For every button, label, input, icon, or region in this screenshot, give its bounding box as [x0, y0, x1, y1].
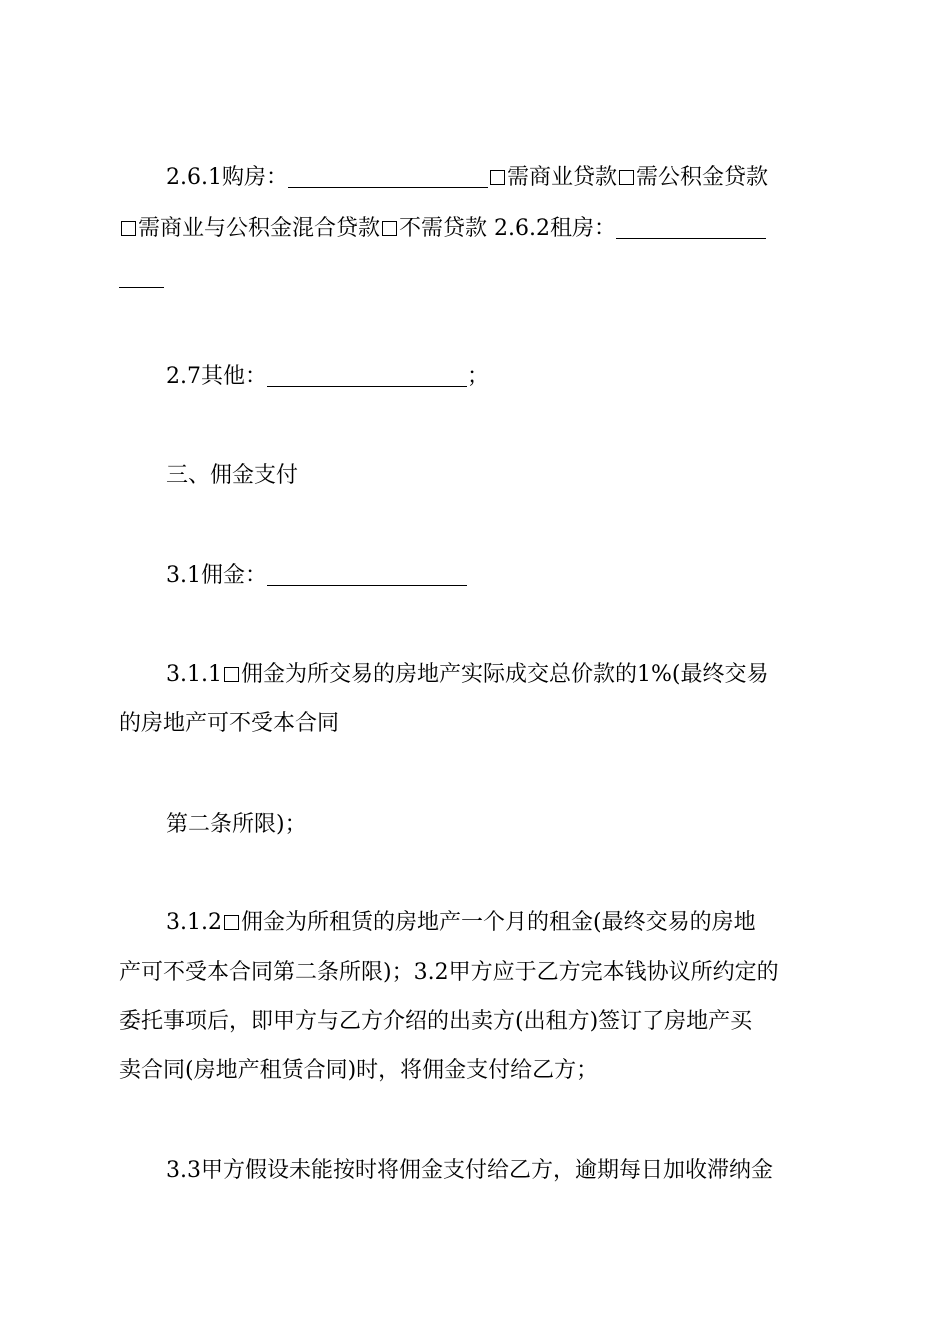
- clause-3-1-1-text-3: 第二条所限)；: [166, 812, 307, 837]
- clause-3-1-1-line-3: [166, 810, 831, 840]
- checkbox-3-1-1[interactable]: [224, 667, 239, 682]
- clause-3-2-line-2: [119, 1007, 831, 1037]
- clause-3-1-1-text: 佣金为所交易的房地产实际成交总价款的1%(最终交易: [240, 662, 769, 687]
- clause-3-1-1-number: 3.1.1: [166, 662, 222, 687]
- rent-blank-continuation[interactable]: [119, 287, 164, 288]
- clause-3-2-text-2: 委托事项后，即甲方与乙方介绍的出卖方(出租方)签订了房地产买: [119, 1009, 753, 1034]
- rent-blank[interactable]: [616, 216, 766, 239]
- checkbox-mixed-loan[interactable]: [121, 221, 136, 236]
- option-mixed-loan: 需商业与公积金混合贷款: [138, 216, 381, 241]
- clause-3-1-1-text-2: 的房地产可不受本合同: [119, 711, 340, 736]
- checkbox-no-loan[interactable]: [382, 221, 397, 236]
- clause-3-2-line-3: [119, 1056, 831, 1086]
- clause-3-1-2-line: [166, 908, 831, 938]
- section-3-heading: [166, 461, 831, 491]
- clause-2-6-1-line: [166, 163, 831, 193]
- clause-2-7-end: ；: [467, 364, 490, 389]
- purchase-blank[interactable]: [288, 165, 488, 188]
- clause-3-1-1-line-2: [119, 709, 831, 739]
- option-commercial-loan: 需商业贷款: [506, 165, 617, 190]
- clause-3-3-line: [166, 1156, 831, 1186]
- clause-2-6-2-label: 2.6.2租房：: [494, 216, 617, 241]
- checkbox-provident-loan[interactable]: [619, 170, 634, 185]
- clause-3-1-2-number: 3.1.2: [166, 910, 222, 935]
- clause-2-7-line: [166, 362, 831, 392]
- clause-2-6-1-label: 2.6.1购房：: [166, 165, 288, 190]
- clause-3-1-label: 3.1佣金：: [166, 563, 267, 588]
- section-3-title: 三、佣金支付: [166, 463, 299, 488]
- checkbox-commercial-loan[interactable]: [490, 170, 505, 185]
- clause-2-6-line-2: [119, 214, 831, 244]
- clause-3-1-2-text-2: 产可不受本合同第二条所限)；3.2甲方应于乙方完本钱协议所约定的: [119, 960, 779, 985]
- clause-2-7-label: 2.7其他：: [166, 364, 267, 389]
- clause-3-1-1-line: [166, 660, 831, 690]
- option-no-loan: 不需贷款: [399, 216, 488, 241]
- clause-3-1-line: [166, 561, 831, 591]
- option-provident-loan: 需公积金贷款: [636, 165, 769, 190]
- checkbox-3-1-2[interactable]: [224, 915, 239, 930]
- clause-3-3-text: 3.3甲方假设未能按时将佣金支付给乙方，逾期每日加收滞纳金: [166, 1158, 773, 1183]
- clause-3-2-text-3: 卖合同(房地产租赁合同)时，将佣金支付给乙方；: [119, 1058, 599, 1083]
- clause-3-1-2-line-2: [119, 958, 831, 988]
- commission-blank[interactable]: [267, 563, 467, 586]
- clause-3-1-2-text: 佣金为所租赁的房地产一个月的租金(最终交易的房地: [240, 910, 756, 935]
- other-blank[interactable]: [267, 364, 467, 387]
